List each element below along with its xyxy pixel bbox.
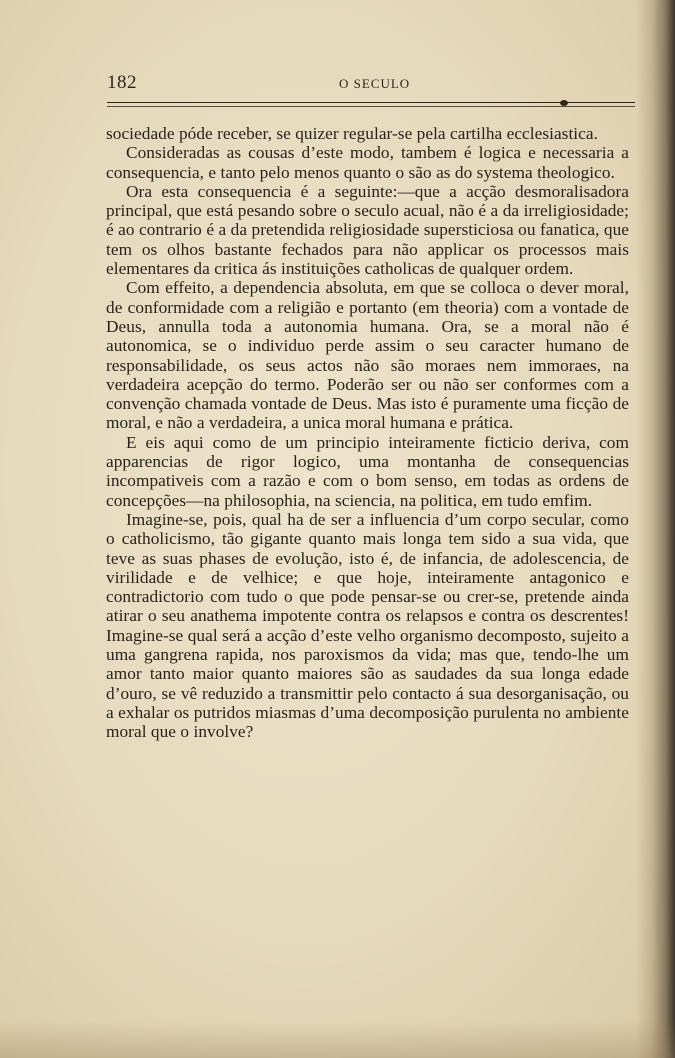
header-rule-thin (107, 106, 635, 107)
page-header (107, 72, 637, 96)
paragraph: Consideradas as cousas d’este modo, tambem é logica e necessaria a consequencia, e tanto pelo menos quanto o são as do systema theologico. (106, 143, 629, 182)
running-head: O SECULO (339, 76, 411, 91)
header-rule (107, 102, 635, 103)
bottom-shadow (0, 1020, 675, 1058)
paragraph: E eis aqui como de um principio inteiramente ficticio deriva, com apparencias de rigor logico, uma montanha de consequencias incompativeis com a razão e com o bom senso, em todas as ordens de concepções—na philosophia, na sciencia, na politica, em tudo emfim. (106, 432, 629, 510)
paragraph: Ora esta consequencia é a seguinte:—que a acção desmoralisadora principal, que está pesando sobre o seculo acual, não é a da irreligiosidade; é ao contrario é a da pretendida religiosidade supersticiosa ou fanatica, que tem os olhos bastante fechados para não applicar os processos mais elementares da critica ás instituições catholicas de qualquer ordem. (106, 181, 629, 279)
page-number: 182 (107, 72, 137, 93)
body-text (106, 124, 629, 742)
paragraph: sociedade póde receber, se quizer regular-se pela cartilha ecclesiastica. (106, 124, 598, 143)
header-rule-ornament (560, 100, 568, 106)
spine-shadow (636, 0, 675, 1058)
paragraph: Com effeito, a dependencia absoluta, em que se colloca o dever moral, de conformidade com a religião e portanto (em theoria) com a vontade de Deus, annulla toda a autonomia humana. Ora, se a moral não é autonomica, se o individuo perde assim o seu caracter humano de responsabilidade, os seus actos não são moraes nem immoraes, na verdadeira acepção do termo. Poderão ser ou não ser conformes com a convenção chamada vontade de Deus. Mas isto é puramente uma ficção de moral, e não a verdadeira, a unica moral humana e prática. (106, 278, 629, 433)
paragraph: Imagine-se, pois, qual ha de ser a influencia d’um corpo secular, como o catholicismo, tão gigante quanto mais longa tem sido a sua vida, que teve as suas phases de evolução, isto é, de infancia, de adolescencia, de virilidade e de velhice; e que hoje, inteiramente antagonico e contradictorio com tudo o que pode pensar-se ou crer-se, pretende ainda atirar o seu anathema impotente contra os relapsos e contra os descrentes! Imagine-se qual será a acção d’este velho organismo decomposto, sujeito a uma gangrena rapida, nos paroxismos da vida; mas que, tendo-lhe um amor tanto maior quanto maiores são as saudades da sua longa edade d’ouro, se vê reduzido a transmittir pelo contacto á sua desorganisação, ou a exhalar os putridos miasmas d’uma decomposição purulenta no ambiente moral que o involve? (106, 509, 629, 742)
